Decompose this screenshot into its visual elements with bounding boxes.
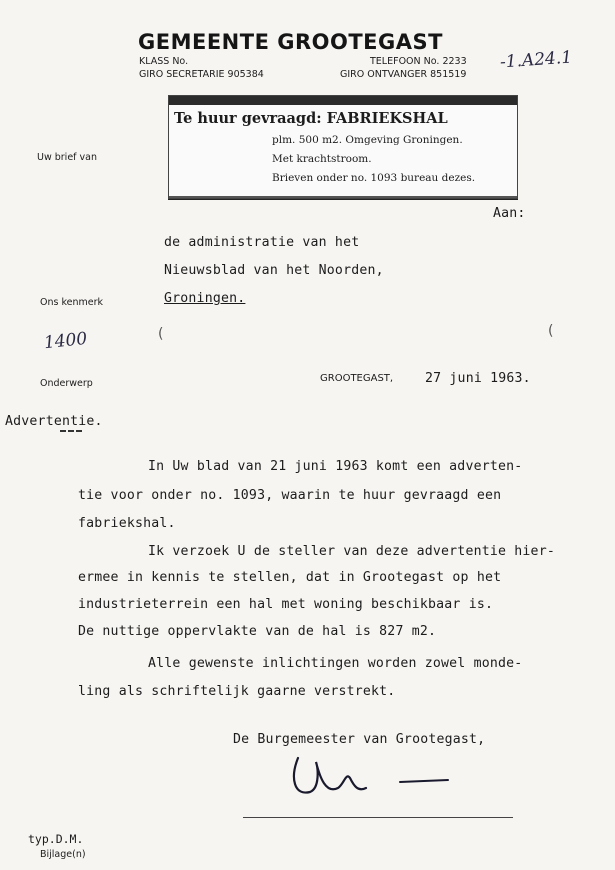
letterhead-klass: KLASS No. [139,56,189,67]
body-line: Ik verzoek U de steller van deze advertentie hier- [148,544,555,559]
address-line-2: Nieuwsblad van het Noorden, [164,263,384,278]
clipping-top-edge [169,96,517,105]
signature [280,748,460,808]
body-line: industrieterrein een hal met woning beschikbaar is. [78,597,494,612]
body-line: De nuttige oppervlakte van de hal is 827 m2. [78,624,437,639]
letterhead-telefoon: TELEFOON No. 2233 [370,56,467,67]
handwritten-kenmerk: 1400 [43,328,89,354]
subject-underline [60,430,82,432]
scan-mark: ( [548,323,554,339]
advertisement-clipping [168,95,518,199]
body-line: Alle gewenste inlichtingen worden zowel monde- [148,656,523,671]
date-value: 27 juni 1963. [425,371,531,386]
address-line-1: de administratie van het [164,235,360,250]
letterhead-giro-ontvanger: GIRO ONTVANGER 851519 [340,69,467,80]
advertisement-line-2: Met krachtstroom. [272,153,372,165]
label-uw-brief-van: Uw brief van [37,152,97,163]
letterhead-title: GEMEENTE GROOTEGAST [138,30,443,54]
advertisement-line-1: plm. 500 m2. Omgeving Groningen. [272,134,463,146]
advertisement-headline: Te huur gevraagd: FABRIEKSHAL [174,110,448,127]
body-line: ling als schriftelijk gaarne verstrekt. [78,684,396,699]
address-aan: Aan: [493,206,526,221]
label-bijlage: Bijlage(n) [40,849,86,860]
handwritten-reference: -1.A24.1 [499,47,573,73]
label-onderwerp: Onderwerp [40,378,93,389]
clipping-bottom-edge [169,196,517,198]
scan-mark: ( [158,326,164,342]
signature-line [243,817,513,818]
advertisement-line-3: Brieven onder no. 1093 bureau dezes. [272,172,476,184]
typist-initials: typ.D.M. [28,832,84,846]
body-line: In Uw blad van 21 juni 1963 komt een adverten- [148,459,523,474]
body-line: fabriekshal. [78,516,176,531]
body-line: tie voor onder no. 1093, waarin te huur gevraagd een [78,488,502,503]
body-line: ermee in kennis te stellen, dat in Grootegast op het [78,570,502,585]
letterhead-giro-secretarie: GIRO SECRETARIE 905384 [139,69,264,80]
date-place: GROOTEGAST, [320,373,394,384]
label-ons-kenmerk: Ons kenmerk [40,297,104,308]
address-line-3: Groningen. [164,291,246,306]
subject: Advertentie. [5,414,103,429]
closing: De Burgemeester van Grootegast, [233,732,486,747]
